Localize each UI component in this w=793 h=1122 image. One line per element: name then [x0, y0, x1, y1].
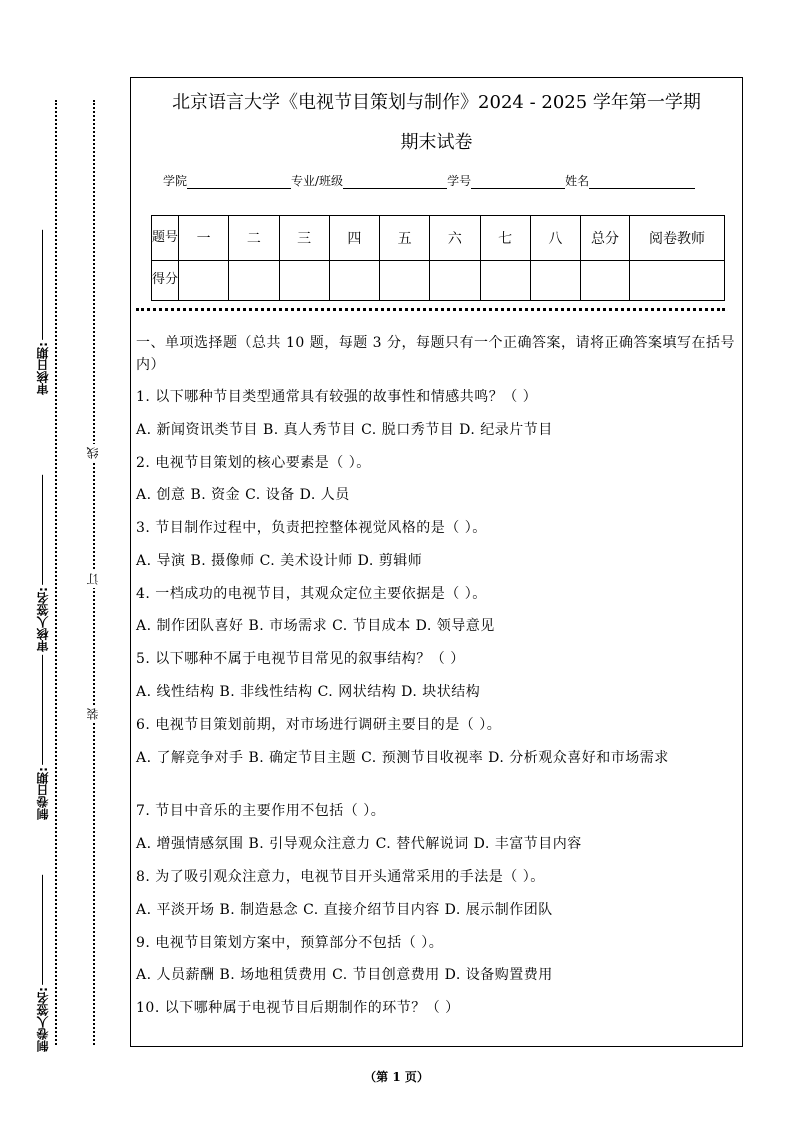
maker-sign-blank[interactable] — [43, 875, 44, 985]
score-cell-8[interactable] — [530, 260, 580, 300]
review-date-blank[interactable] — [43, 230, 44, 340]
section-divider — [136, 308, 725, 311]
bind-mark-staple: 订 — [86, 570, 100, 588]
reviewer-sign-field — [36, 475, 50, 652]
college-blank[interactable] — [187, 174, 291, 189]
question-2-options: A. 创意 B. 资金 C. 设备 D. 人员 — [136, 487, 350, 503]
question-6-options: A. 了解竞争对手 B. 确定节目主题 C. 预测节目收视率 D. 分析观众喜好和市场需求 — [136, 750, 669, 766]
question-8-options: A. 平淡开场 B. 制造悬念 C. 直接介绍节目内容 D. 展示制作团队 — [136, 902, 553, 918]
binding-dotted-line-left — [55, 100, 57, 1045]
name-label: 姓名 — [565, 174, 590, 188]
bind-mark-line: 线 — [86, 444, 100, 462]
col-header-total: 总分 — [581, 216, 630, 261]
section-heading: 一、单项选择题（总共 10 题，每题 3 分，每题只有一个正确答案，请将正确答案填写在括号内） — [136, 335, 736, 373]
student-id-label: 学号 — [447, 174, 472, 188]
major-blank[interactable] — [343, 174, 447, 189]
row-label-score: 得分 — [152, 260, 179, 300]
score-cell-3[interactable] — [279, 260, 329, 300]
question-7: 7. 节目中音乐的主要作用不包括（ ）。 — [136, 803, 386, 819]
question-1-options: A. 新闻资讯类节目 B. 真人秀节目 C. 脱口秀节目 D. 纪录片节目 — [136, 422, 553, 438]
exam-subtitle: 期末试卷 — [400, 132, 473, 153]
score-table-header-row — [152, 216, 725, 261]
col-header-3: 三 — [279, 216, 329, 261]
score-cell-total[interactable] — [581, 260, 630, 300]
question-9-options: A. 人员薪酬 B. 场地租赁费用 C. 节目创意费用 D. 设备购置费用 — [136, 967, 553, 983]
col-header-1: 一 — [179, 216, 229, 261]
major-label: 专业/班级 — [291, 174, 344, 188]
make-date-field — [36, 655, 50, 820]
col-header-5: 五 — [380, 216, 430, 261]
maker-sign-field — [36, 875, 50, 1052]
college-label: 学院 — [163, 174, 188, 188]
student-info-row — [163, 172, 695, 189]
student-id-blank[interactable] — [471, 174, 565, 189]
col-header-8: 八 — [530, 216, 580, 261]
col-header-6: 六 — [430, 216, 480, 261]
score-cell-4[interactable] — [329, 260, 379, 300]
review-date-field — [36, 230, 50, 395]
bind-mark-fold: 装 — [86, 705, 100, 723]
question-1: 1. 以下哪种节目类型通常具有较强的故事性和情感共鸣？（ ） — [136, 389, 538, 405]
score-cell-5[interactable] — [380, 260, 430, 300]
score-table — [151, 215, 725, 301]
row-label-question-number: 题号 — [152, 216, 179, 261]
reviewer-sign-blank[interactable] — [43, 475, 44, 585]
name-blank[interactable] — [589, 174, 695, 189]
score-cell-7[interactable] — [480, 260, 530, 300]
question-7-options: A. 增强情感氛围 B. 引导观众注意力 C. 替代解说词 D. 丰富节目内容 — [136, 836, 582, 852]
question-4: 4. 一档成功的电视节目，其观众定位主要依据是（ ）。 — [136, 586, 487, 602]
score-cell-2[interactable] — [229, 260, 279, 300]
question-5: 5. 以下哪种不属于电视节目常见的叙事结构？（ ） — [136, 651, 465, 667]
make-date-label: 制卷日期: — [36, 767, 50, 820]
question-10: 10. 以下哪种属于电视节目后期制作的环节？（ ） — [136, 1000, 460, 1016]
maker-sign-label: 制卷人签名: — [36, 987, 50, 1052]
question-9: 9. 电视节目策划方案中，预算部分不包括（ ）。 — [136, 935, 444, 951]
score-cell-6[interactable] — [430, 260, 480, 300]
question-8: 8. 为了吸引观众注意力，电视节目开头通常采用的手法是（ ）。 — [136, 869, 545, 885]
question-2: 2. 电视节目策划的核心要素是（ ）。 — [136, 455, 371, 471]
question-6: 6. 电视节目策划前期，对市场进行调研主要目的是（ ）。 — [136, 717, 502, 733]
col-header-7: 七 — [480, 216, 530, 261]
reviewer-sign-label: 审核人签名: — [36, 587, 50, 652]
exam-title: 北京语言大学《电视节目策划与制作》2024 - 2025 学年第一学期 — [172, 92, 701, 113]
question-3-options: A. 导演 B. 摄像师 C. 美术设计师 D. 剪辑师 — [136, 553, 423, 569]
score-table-score-row — [152, 260, 725, 300]
col-header-grader: 阅卷教师 — [630, 216, 725, 261]
question-5-options: A. 线性结构 B. 非线性结构 C. 网状结构 D. 块状结构 — [136, 684, 481, 700]
question-4-options: A. 制作团队喜好 B. 市场需求 C. 节目成本 D. 领导意见 — [136, 618, 495, 634]
make-date-blank[interactable] — [43, 655, 44, 765]
col-header-4: 四 — [329, 216, 379, 261]
col-header-2: 二 — [229, 216, 279, 261]
score-cell-grader[interactable] — [630, 260, 725, 300]
question-3: 3. 节目制作过程中，负责把控整体视觉风格的是（ ）。 — [136, 520, 487, 536]
score-cell-1[interactable] — [179, 260, 229, 300]
page-number: （第 1 页） — [364, 1070, 429, 1084]
review-date-label: 审核日期: — [36, 342, 50, 395]
